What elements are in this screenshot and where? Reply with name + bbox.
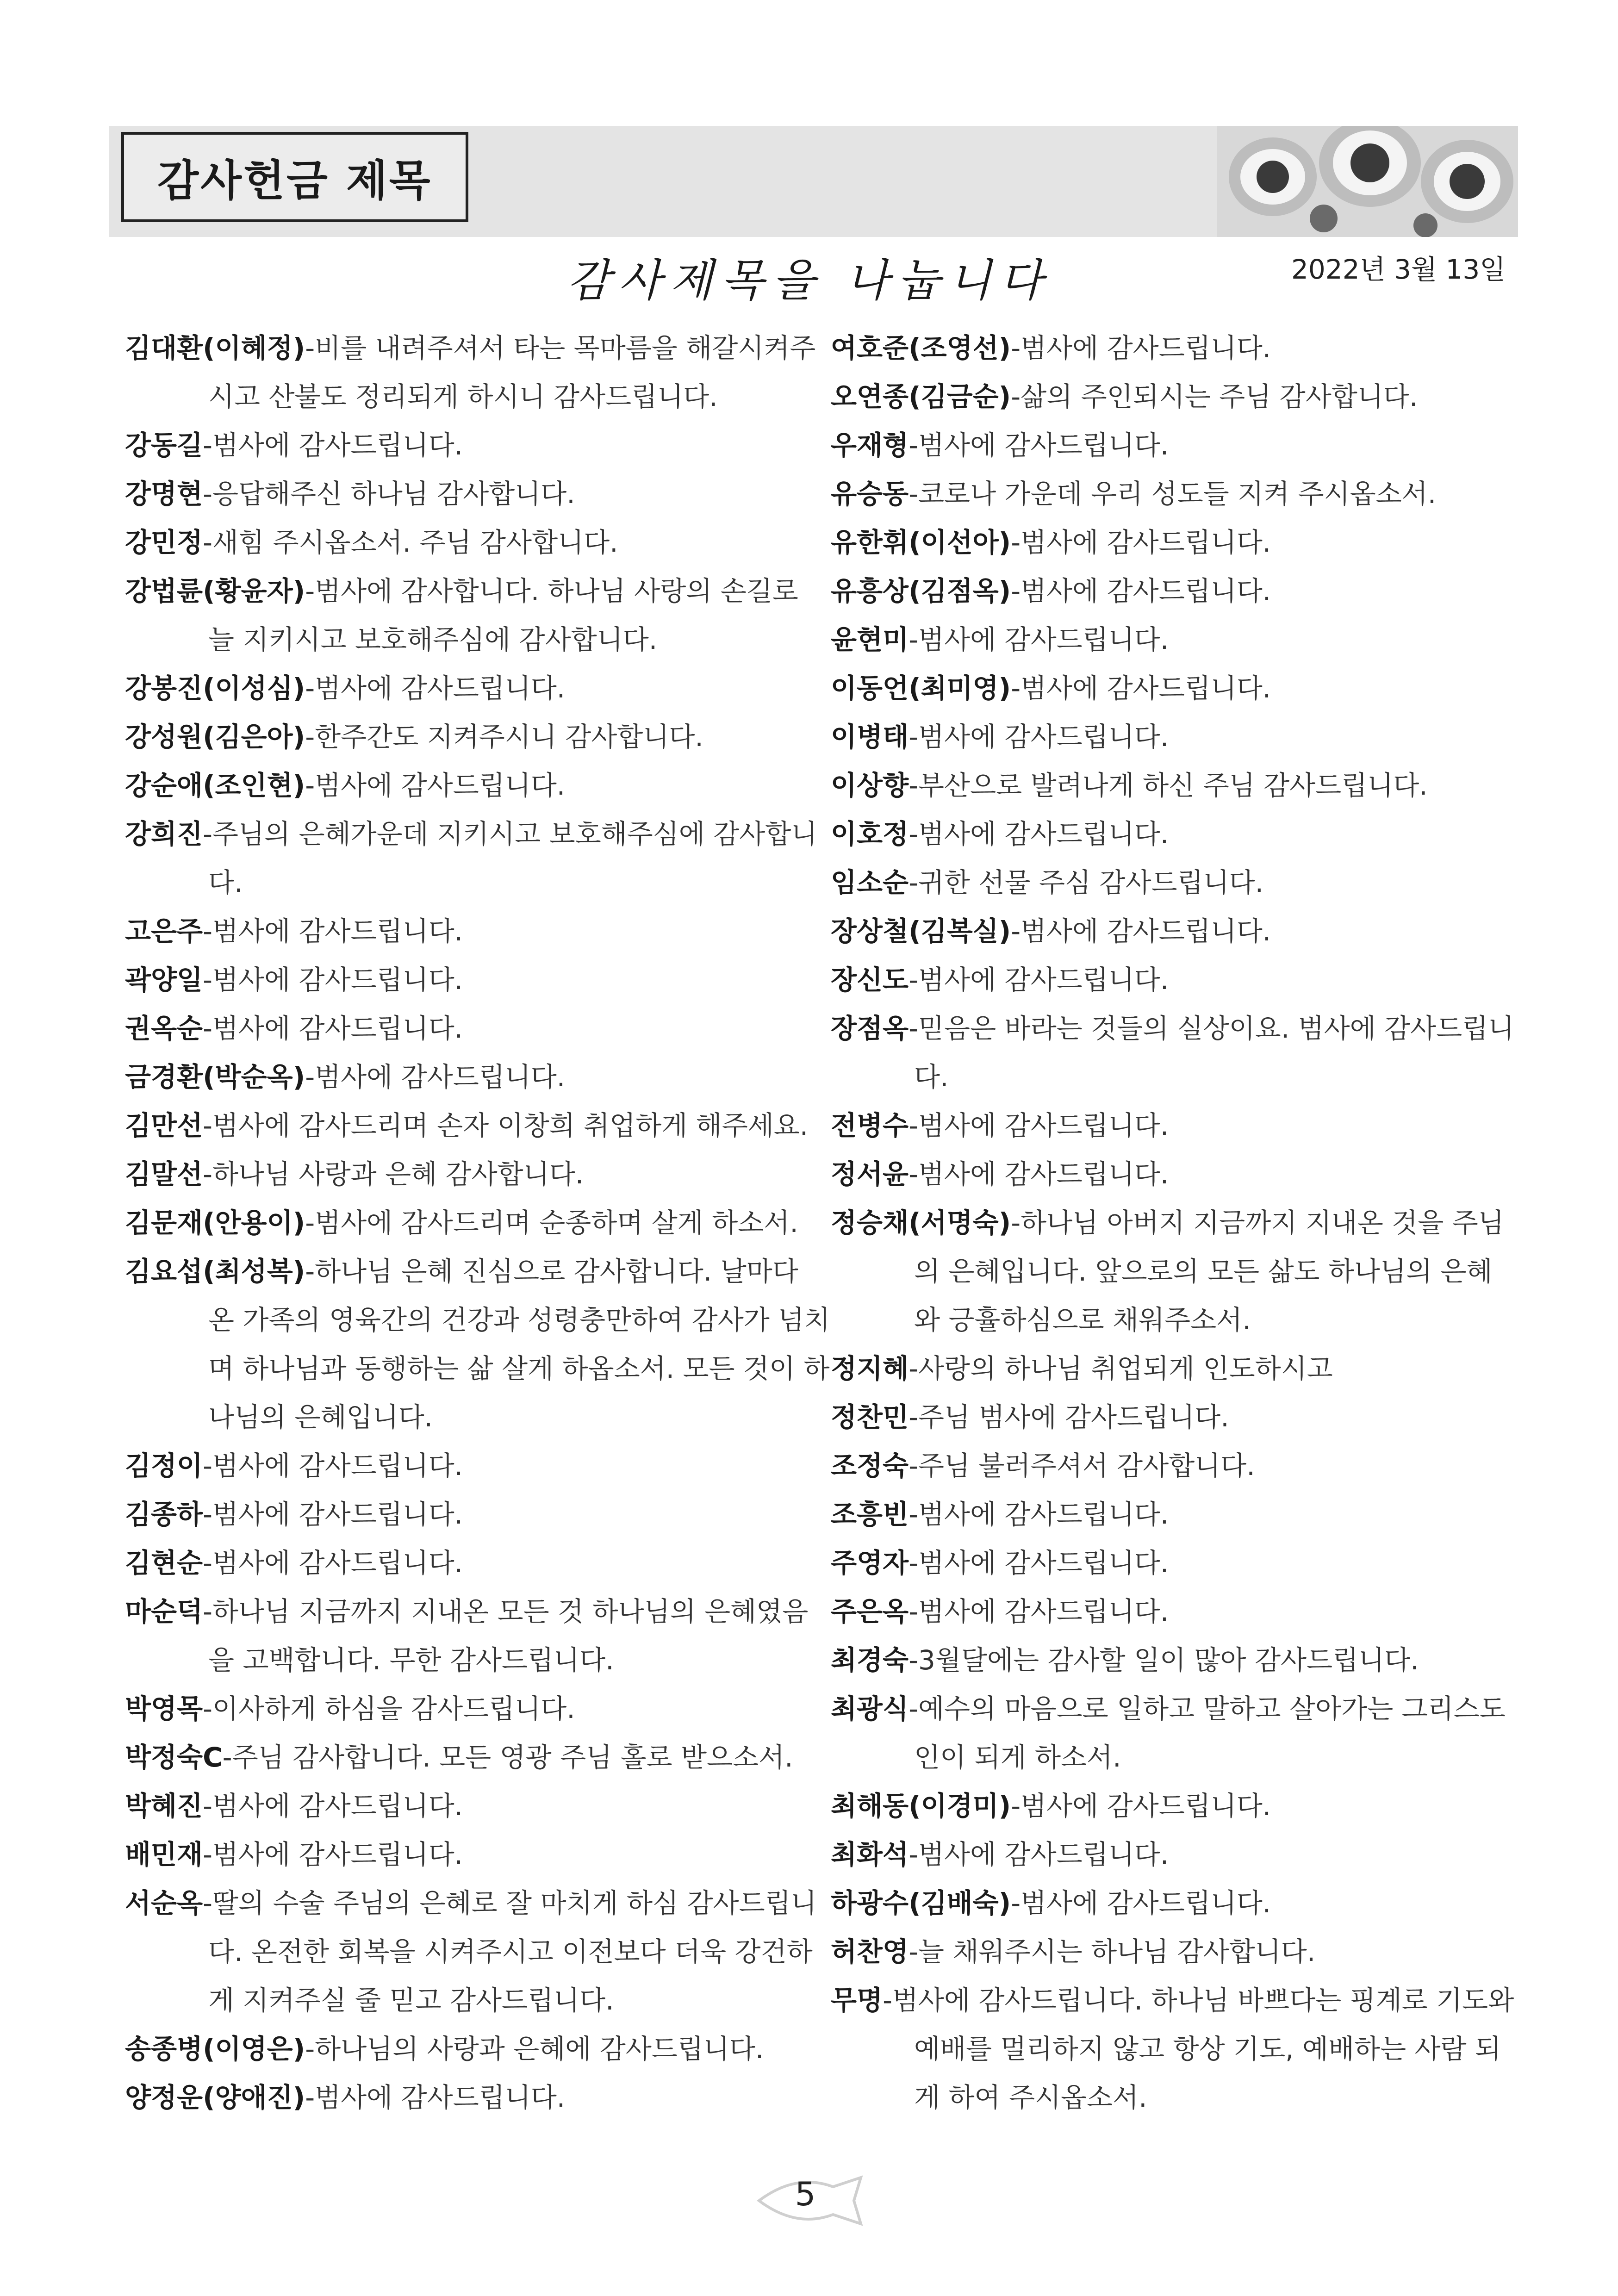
entry-name: 마순덕 [125,1596,203,1627]
thanks-entry [831,1199,1516,1344]
entry-name: 강법륜(황윤자) [125,575,305,607]
thanks-entry [831,1976,1516,2122]
entry-name: 장점옥 [831,1013,909,1044]
thanks-entry [831,1344,1516,1393]
entry-name: 임소순 [831,867,909,898]
entry-name: 권옥순 [125,1013,203,1044]
entry-name: 장상철(김복실) [831,915,1011,947]
entry-message: -하나님 은혜 진심으로 감사합니다. 날마다 온 가족의 영육간의 건강과 성령충만하여 감사가 넘치며 하나님과 동행하는 삶 살게 하옵소서. 모든 것이 하나님의 은혜입니다. [208,1256,830,1433]
entry-message: -귀한 선물 주심 감사드립니다. [909,867,1264,898]
entry-name: 금경환(박순옥) [125,1061,305,1093]
entry-message: -코로나 가운데 우리 성도들 지켜 주시옵소서. [909,478,1437,510]
thanks-entry [831,1393,1516,1442]
entry-message: -범사에 감사드립니다. [203,1790,463,1822]
thanks-entry [125,761,831,810]
entry-message: -범사에 감사드립니다. [305,770,566,801]
section-title: 감사헌금 제목 [157,156,432,205]
entry-name: 정서윤 [831,1158,909,1190]
thanks-entry [831,470,1516,518]
entry-message: -딸의 수술 주님의 은혜로 잘 마치게 하심 감사드립니다. 온전한 회복을 시켜주시고 이전보다 더욱 강건하게 지켜주실 줄 믿고 감사드립니다. [203,1887,817,2016]
right-column [831,324,1516,2122]
entry-message: -하나님의 사랑과 은혜에 감사드립니다. [305,2033,764,2065]
entry-message: -주님 불러주셔서 감사합니다. [909,1450,1255,1481]
thanks-entry [125,518,831,567]
entry-name: 송종병(이영은) [125,2033,305,2065]
entry-name: 여호준(조영선) [831,332,1011,364]
entry-name: 배민재 [125,1839,203,1870]
thanks-entry [125,567,831,664]
entry-name: 유흥상(김점옥) [831,575,1011,607]
thanks-entry [831,1150,1516,1199]
thanks-entry [125,664,831,713]
entry-name: 정지혜 [831,1353,909,1384]
entry-name: 강봉진(이성심) [125,672,305,704]
entry-name: 고은주 [125,915,203,947]
entry-message: -사랑의 하나님 취업되게 인도하시고 [909,1353,1333,1384]
entry-message: -주님 감사합니다. 모든 영광 주님 홀로 받으소서. [222,1742,793,1773]
thanks-entry [125,1782,831,1830]
entry-name: 허찬영 [831,1936,909,1967]
thanks-entry [125,1150,831,1199]
entry-message: -주님 범사에 감사드립니다. [909,1401,1229,1433]
entry-message: -범사에 감사드립니다. [1011,527,1271,558]
entry-message: -범사에 감사드립니다. [909,818,1169,850]
entry-message: -범사에 감사드립니다. [909,1499,1169,1530]
entry-message: -삶의 주인되시는 주님 감사합니다. [1011,381,1418,412]
thanks-entry [831,421,1516,470]
entry-message: -이사하게 하심을 감사드립니다. [203,1693,575,1724]
entry-name: 이호정 [831,818,909,850]
entry-message: -믿음은 바라는 것들의 실상이요. 범사에 감사드립니다. [909,1013,1514,1093]
entry-message: -범사에 감사드립니다. [305,672,566,704]
entry-message: -하나님 사랑과 은혜 감사합니다. [203,1158,584,1190]
entry-message: -범사에 감사합니다. 하나님 사랑의 손길로 늘 지키시고 보호해주심에 감사합니다. [208,575,798,655]
thanks-entry [831,810,1516,859]
entry-name: 정승채(서명숙) [831,1207,1011,1238]
thanks-entry [831,1636,1516,1685]
entry-name: 전병수 [831,1110,909,1141]
entry-name: 김요섭(최성복) [125,1256,305,1287]
thanks-entry [831,664,1516,713]
thanks-entry [125,810,831,907]
entry-message: -범사에 감사드립니다. [305,1061,566,1093]
entry-name: 최화석 [831,1839,909,1870]
entry-message: -범사에 감사드립니다. [1011,575,1271,607]
entry-name: 주영자 [831,1547,909,1579]
entry-message: -범사에 감사드립니다. [203,1450,463,1481]
thanks-entry [831,1101,1516,1150]
entry-name: 강동길 [125,429,203,461]
entry-name: 박정숙C [125,1742,223,1773]
entry-name: 최해동(이경미) [831,1790,1011,1822]
entry-name: 주은옥 [831,1596,909,1627]
entry-message: -범사에 감사드립니다. [909,624,1169,655]
entry-name: 우재형 [831,429,909,461]
thanks-entry [831,907,1516,956]
entry-name: 김정이 [125,1450,203,1481]
entry-name: 김만선 [125,1110,203,1141]
entry-message: -범사에 감사드립니다. [1011,332,1271,364]
entry-name: 박혜진 [125,1790,203,1822]
entry-message: -범사에 감사드리며 순종하며 살게 하소서. [305,1207,798,1238]
entry-name: 조정숙 [831,1450,909,1481]
thanks-entry [831,1879,1516,1928]
thanks-entry [125,956,831,1004]
entry-name: 김종하 [125,1499,203,1530]
entry-name: 강순애(조인현) [125,770,305,801]
thanks-entry [831,713,1516,761]
thanks-entry [125,1101,831,1150]
thanks-entry [831,956,1516,1004]
entry-message: -비를 내려주셔서 타는 목마름을 해갈시켜주시고 산불도 정리되게 하시니 감사드립니다. [208,332,816,412]
thanks-entry [831,1490,1516,1539]
thanks-entry [125,1879,831,2025]
entry-message: -범사에 감사드립니다. [203,915,463,947]
entry-message: -하나님 지금까지 지내온 모든 것 하나님의 은혜였음을 고백합니다. 무한 감사드립니다. [203,1596,809,1676]
entry-message: -범사에 감사드립니다. [909,1110,1169,1141]
entry-message: -범사에 감사드립니다. [909,429,1169,461]
thanks-entry [125,1685,831,1733]
thanks-entry [125,1004,831,1053]
entry-message: -3월달에는 감사할 일이 많아 감사드립니다. [909,1644,1419,1676]
thanks-entry [831,1782,1516,1830]
entry-message: -범사에 감사드립니다. [1011,1790,1271,1822]
entry-name: 박영목 [125,1693,203,1724]
thanks-entry [831,518,1516,567]
entry-name: 유승동 [831,478,909,510]
entry-message: -범사에 감사드립니다. 하나님 바쁘다는 핑계로 기도와 예배를 멀리하지 않고 항상 기도, 예배하는 사람 되게 하여 주시옵소서. [883,1985,1514,2113]
entry-name: 이병태 [831,721,909,753]
entry-name: 하광수(김배숙) [831,1887,1011,1919]
entry-name: 오연종(김금순) [831,381,1011,412]
thanks-entry [831,1928,1516,1976]
entry-message: -범사에 감사드립니다. [203,429,463,461]
entry-name: 조흥빈 [831,1499,909,1530]
entry-name: 강민정 [125,527,203,558]
entry-name: 윤현미 [831,624,909,655]
entry-message: -주님의 은혜가운데 지키시고 보호해주심에 감사합니다. [203,818,817,898]
thanks-entry [831,1004,1516,1101]
entry-message: -응답해주신 하나님 감사합니다. [203,478,575,510]
left-column [125,324,831,2122]
entry-message: -범사에 감사드립니다. [1011,915,1271,947]
entry-name: 서순옥 [125,1887,203,1919]
thanks-entry [831,859,1516,907]
thanks-entry [831,373,1516,421]
issue-date: 2022년 3월 13일 [1291,254,1506,285]
entry-name: 최경숙 [831,1644,909,1676]
entry-message: -범사에 감사드립니다. [909,1596,1169,1627]
entry-name: 이동언(최미영) [831,672,1011,704]
entry-name: 강성원(김은아) [125,721,305,753]
entry-message: -범사에 감사드립니다. [1011,672,1271,704]
thanks-entry [125,1199,831,1247]
section-title-box [121,132,468,222]
thanks-entry [831,1442,1516,1490]
entry-name: 양정운(양애진) [125,2082,305,2113]
entry-name: 강명현 [125,478,203,510]
entry-message: -범사에 감사드립니다. [909,1547,1169,1579]
entry-message: -범사에 감사드립니다. [909,1839,1169,1870]
entry-message: -한주간도 지켜주시니 감사합니다. [305,721,703,753]
thanks-entry [125,1053,831,1101]
entry-message: -범사에 감사드립니다. [203,1839,463,1870]
thanks-entry [125,907,831,956]
entry-name: 김대환(이혜정) [125,332,305,364]
thanks-entry [125,470,831,518]
entry-name: 강희진 [125,818,203,850]
entry-message: -하나님 아버지 지금까지 지내온 것을 주님의 은혜입니다. 앞으로의 모든 삶도 하나님의 은혜와 긍휼하심으로 채워주소서. [914,1207,1504,1336]
entry-message: -늘 채워주시는 하나님 감사합니다. [909,1936,1316,1967]
entry-name: 이상향 [831,770,909,801]
thanks-entry [125,324,831,421]
entry-name: 김문재(안용이) [125,1207,305,1238]
thanks-entry [125,713,831,761]
thanks-entry [125,2025,831,2073]
page-number: 5 [795,2175,816,2213]
thanks-entry [125,421,831,470]
entry-message: -예수의 마음으로 일하고 말하고 살아가는 그리스도인이 되게 하소서. [909,1693,1506,1773]
thanks-entry [125,1539,831,1587]
entry-message: -범사에 감사드립니다. [203,1499,463,1530]
thanks-entry [831,1685,1516,1782]
entry-name: 무명 [831,1985,883,2016]
entry-message: -범사에 감사드립니다. [305,2082,566,2113]
thanks-entry [831,324,1516,373]
entry-message: -범사에 감사드립니다. [909,1158,1169,1190]
sunflower-image [1217,126,1518,237]
entry-name: 장신도 [831,964,909,996]
entry-name: 정찬민 [831,1401,909,1433]
thanks-entry [831,1587,1516,1636]
entry-message: -범사에 감사드리며 손자 이창희 취업하게 해주세요. [203,1110,809,1141]
thanks-entry [125,1733,831,1782]
thanks-entry [125,1247,831,1442]
entry-name: 최광식 [831,1693,909,1724]
entry-message: -범사에 감사드립니다. [909,964,1169,996]
entry-message: -범사에 감사드립니다. [203,1013,463,1044]
thanks-entry [125,2073,831,2122]
page-subtitle: 감사제목을 나눕니다 [567,255,1051,306]
thanks-entry [831,1539,1516,1587]
thanks-entry [125,1830,831,1879]
thanks-entry [831,761,1516,810]
thanks-entry [125,1442,831,1490]
thanks-entry [125,1587,831,1685]
entry-name: 유한휘(이선아) [831,527,1011,558]
thanks-entry [831,1830,1516,1879]
thanks-entry [831,616,1516,664]
entry-message: -부산으로 발려나게 하신 주님 감사드립니다. [909,770,1428,801]
entry-message: -새힘 주시옵소서. 주님 감사합니다. [203,527,618,558]
thanks-entry [831,567,1516,616]
entry-message: -범사에 감사드립니다. [203,964,463,996]
entry-name: 김말선 [125,1158,203,1190]
entry-message: -범사에 감사드립니다. [909,721,1169,753]
entry-message: -범사에 감사드립니다. [203,1547,463,1579]
entry-message: -범사에 감사드립니다. [1011,1887,1271,1919]
entry-name: 곽양일 [125,964,203,996]
entry-name: 김현순 [125,1547,203,1579]
thanks-entry [125,1490,831,1539]
